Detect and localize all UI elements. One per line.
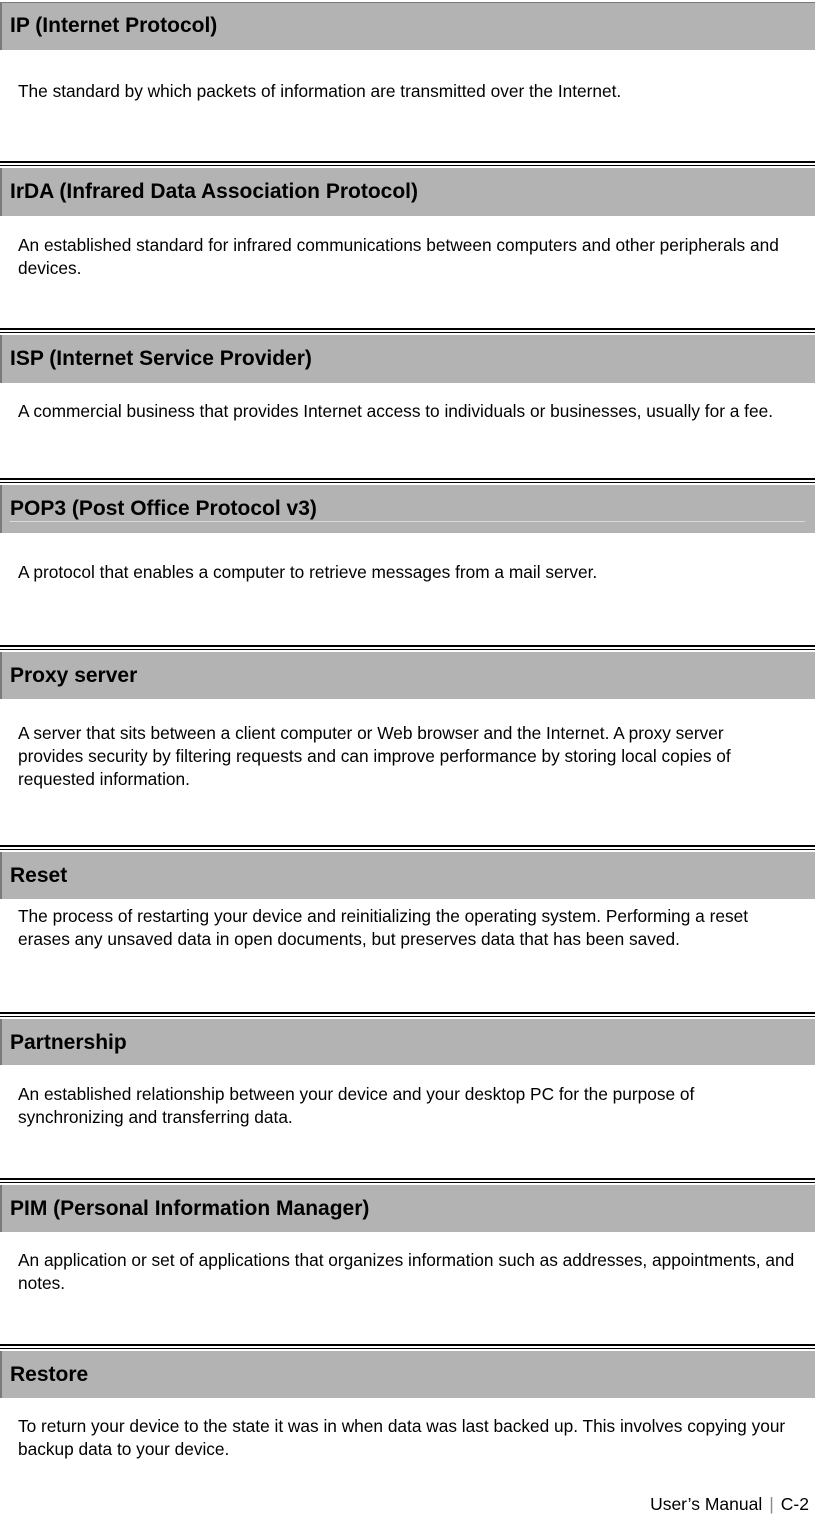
term-definition: An established standard for infrared communications between computers and other peripherals and devices. (18, 235, 779, 278)
term-title: Partnership (10, 1031, 127, 1054)
term-definition: A server that sits between a client computer or Web browser and the Internet. A proxy server provides security by filtering requests and can improve performance by storing local copies of requested information. (18, 723, 731, 789)
term-definition: The process of restarting your device and reinitializing the operating system. Performing a reset erases any unsaved data in open documents, but preserves data that has been saved. (18, 906, 749, 949)
term-title: Proxy server (10, 664, 138, 687)
term-title: IP (Internet Protocol) (10, 14, 218, 37)
term-definition: An established relationship between your device and your desktop PC for the purpose of synchronizing and transferring data. (18, 1084, 695, 1127)
term-title: Restore (10, 1363, 89, 1386)
term-title: POP3 (Post Office Protocol v3) (10, 497, 317, 520)
section-divider (0, 1012, 815, 1017)
page-footer (650, 1494, 809, 1515)
page-number: C-2 (780, 1494, 809, 1514)
term-header-bar (0, 852, 815, 899)
term-title: Reset (10, 864, 68, 887)
header-underline (10, 521, 805, 522)
section-divider (0, 645, 815, 650)
section-divider (0, 845, 815, 850)
term-definition: A commercial business that provides Internet access to individuals or businesses, usually for a fee. (18, 401, 773, 421)
term-header-bar (0, 1351, 815, 1398)
manual-title: User’s Manual (650, 1494, 763, 1514)
footer-separator: | (769, 1494, 774, 1514)
term-definition: The standard by which packets of information are transmitted over the Internet. (18, 81, 622, 101)
term-definition: An application or set of applications that organizes information such as addresses, appointments, and notes. (18, 1250, 795, 1293)
section-divider (0, 1178, 815, 1183)
term-definition: A protocol that enables a computer to retrieve messages from a mail server. (18, 562, 598, 582)
section-divider (0, 478, 815, 483)
term-definition: To return your device to the state it was in when data was last backed up. This involves copying your backup data to your device. (18, 1416, 786, 1459)
term-title: PIM (Personal Information Manager) (10, 1197, 370, 1220)
term-title: IrDA (Infrared Data Association Protocol) (10, 180, 419, 203)
section-divider (0, 161, 815, 166)
term-title: ISP (Internet Service Provider) (10, 347, 312, 370)
section-divider (0, 1344, 815, 1349)
section-divider (0, 328, 815, 333)
